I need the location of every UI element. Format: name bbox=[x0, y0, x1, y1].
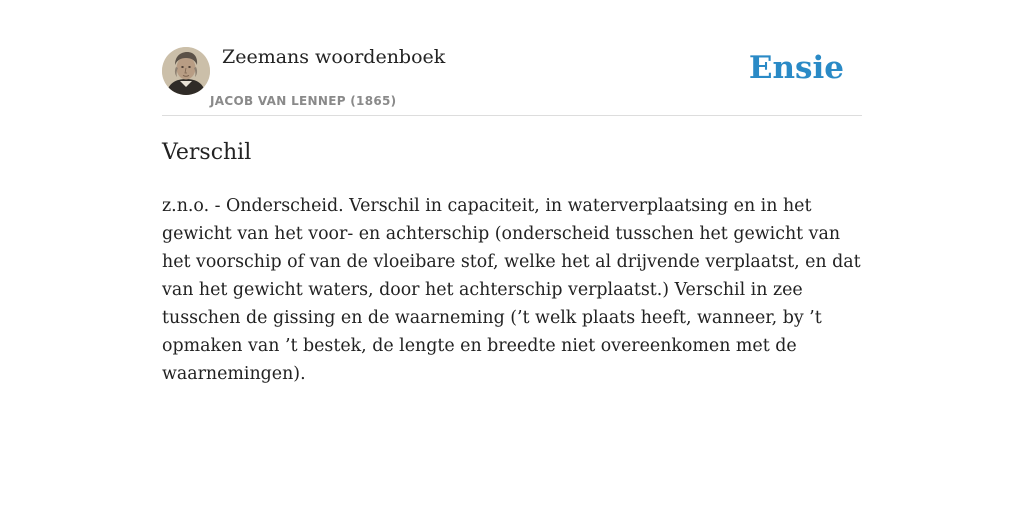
dictionary-header bbox=[162, 0, 862, 116]
ensie-logo[interactable]: Ensie bbox=[748, 50, 844, 86]
page-content bbox=[162, 0, 862, 384]
portrait-avatar-icon[interactable] bbox=[162, 47, 210, 95]
portrait-avatar-graphic bbox=[162, 47, 210, 95]
entry-title: Verschil bbox=[162, 140, 252, 165]
dictionary-title[interactable]: Zeemans woordenboek bbox=[222, 46, 446, 68]
entry-definition: z.n.o. - Onderscheid. Verschil in capaciteit, in waterverplaatsing en in het gewicht van het voor- en achterschip (onderscheid tusschen het gewicht van het voorschip of van de vloeibare stof, welke het al drijvende verplaatst, en dat van het gewicht waters, door het achterschip verplaatst.) Verschil in zee tusschen de gissing en de waarneming (’t welk plaats heeft, wanneer, by ’t opmaken van ’t bestek, de lengte en breedte niet overeenkomen met de waarnemingen). bbox=[162, 196, 861, 384]
author-name: JACOB VAN LENNEP (1865) bbox=[210, 94, 397, 108]
